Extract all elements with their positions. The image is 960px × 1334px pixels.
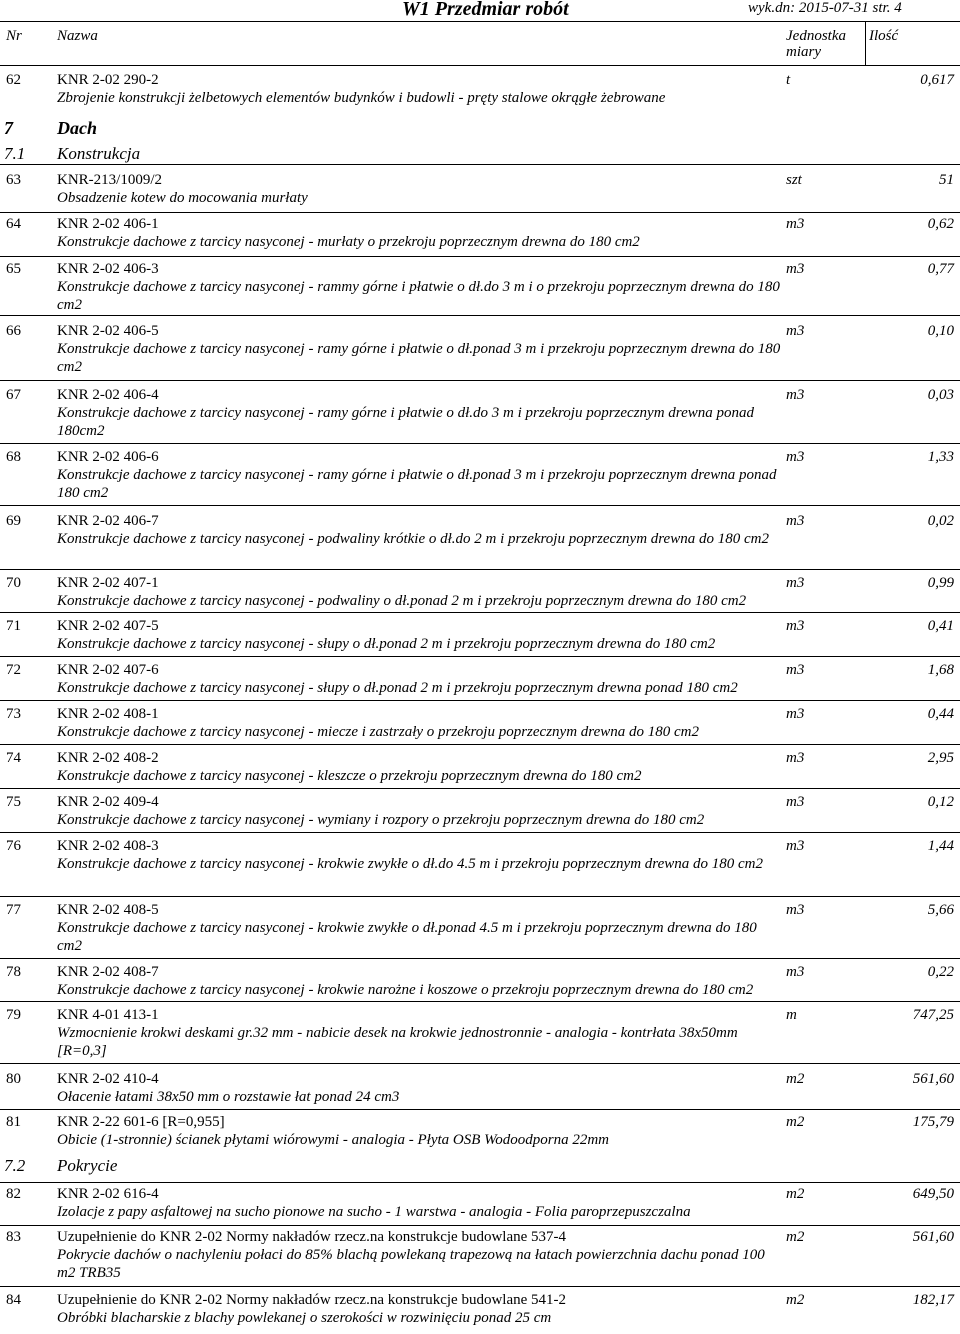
item-unit: m3: [786, 794, 805, 810]
item-quantity: 1,33: [927, 449, 954, 465]
column-header-qty: Ilość: [869, 28, 899, 44]
item-description: Wzmocnienie krokwi deskami gr.32 mm - nabicie desek na krokwie jednostronnie - analogia - kontrłata 38x50mm [R=0,3]: [57, 1025, 738, 1059]
item-number: 62: [6, 72, 21, 88]
item-quantity: 51: [939, 172, 954, 188]
item-description: Pokrycie dachów o nachyleniu połaci do 85% blachą powlekaną trapezową na łatach powierzchnia dachu ponad 100 m2 TRB35: [57, 1247, 765, 1281]
item-number: 68: [6, 449, 21, 465]
row-rule: [0, 1063, 960, 1064]
item-quantity: 1,44: [927, 838, 954, 854]
row-rule: [0, 256, 960, 257]
item-description: Konstrukcje dachowe z tarcicy nasyconej - murłaty o przekroju poprzecznym drewna do 180 cm2: [57, 234, 640, 250]
section-title: Dach: [57, 118, 97, 138]
section-rule: [0, 164, 960, 165]
item-unit: m3: [786, 323, 805, 339]
item-quantity: 5,66: [927, 902, 954, 918]
document-title: W1 Przedmiar robót: [402, 0, 569, 20]
row-rule: [0, 700, 960, 701]
section-number: 7: [4, 118, 13, 138]
item-number: 81: [6, 1114, 21, 1130]
item-description: Konstrukcje dachowe z tarcicy nasyconej - podwaliny krótkie o dł.do 2 m i przekroju poprzecznym drewna do 180 cm2: [57, 531, 769, 547]
item-quantity: 0,41: [927, 618, 954, 634]
item-quantity: 2,95: [927, 750, 954, 766]
item-quantity: 0,62: [927, 216, 954, 232]
item-number: 70: [6, 575, 21, 591]
item-quantity: 175,79: [912, 1114, 954, 1130]
row-rule: [0, 896, 960, 897]
item-quantity: 561,60: [912, 1229, 954, 1245]
item-number: 79: [6, 1007, 21, 1023]
item-number: 66: [6, 323, 21, 339]
item-quantity: 0,10: [927, 323, 954, 339]
item-unit: m3: [786, 750, 805, 766]
item-quantity: 747,25: [912, 1007, 954, 1023]
item-number: 72: [6, 662, 21, 678]
item-unit: m3: [786, 706, 805, 722]
item-description: Obsadzenie kotew do mocowania murłaty: [57, 190, 308, 206]
item-quantity: 0,44: [927, 706, 954, 722]
item-description: Konstrukcje dachowe z tarcicy nasyconej - kleszcze o przekroju poprzecznym drewna do 180 cm2: [57, 768, 642, 784]
row-rule: [0, 569, 960, 570]
section-title: Konstrukcja: [57, 144, 141, 163]
item-code: KNR 2-02 406-6: [57, 449, 159, 465]
item-code: KNR 2-02 409-4: [57, 794, 159, 810]
item-number: 83: [6, 1229, 21, 1245]
row-rule: [0, 832, 960, 833]
item-code: Uzupełnienie do KNR 2-02 Normy nakładów rzecz.na konstrukcje budowlane 537-4: [57, 1229, 567, 1245]
header-column-divider: [865, 21, 866, 65]
item-number: 65: [6, 261, 21, 277]
item-unit: m3: [786, 618, 805, 634]
item-unit: m3: [786, 575, 805, 591]
row-rule: [0, 380, 960, 381]
item-code: KNR 2-02 410-4: [57, 1071, 159, 1087]
item-unit: m3: [786, 449, 805, 465]
item-code: Uzupełnienie do KNR 2-02 Normy nakładów rzecz.na konstrukcje budowlane 541-2: [57, 1292, 567, 1308]
item-quantity: 561,60: [912, 1071, 954, 1087]
item-number: 75: [6, 794, 21, 810]
section-title: Pokrycie: [57, 1156, 118, 1175]
row-rule: [0, 612, 960, 613]
item-unit: m3: [786, 387, 805, 403]
item-unit: m: [786, 1007, 797, 1023]
item-unit: m2: [786, 1114, 805, 1130]
item-description: Konstrukcje dachowe z tarcicy nasyconej - słupy o dł.ponad 2 m i przekroju poprzecznym drewna do 180 cm2: [57, 636, 716, 652]
item-number: 69: [6, 513, 21, 529]
item-description: Izolacje z papy asfaltowej na sucho pionowe na sucho - 1 warstwa - analogia - Folia paroprzepuszczalna: [57, 1204, 691, 1220]
item-code: KNR 2-02 406-3: [57, 261, 159, 277]
item-number: 71: [6, 618, 21, 634]
item-quantity: 1,68: [927, 662, 954, 678]
row-rule: [0, 315, 960, 316]
item-code: KNR 2-02 616-4: [57, 1186, 159, 1202]
item-number: 76: [6, 838, 21, 854]
item-code: KNR 2-02 408-3: [57, 838, 159, 854]
item-unit: t: [786, 72, 791, 88]
item-number: 84: [6, 1292, 21, 1308]
item-unit: m2: [786, 1186, 805, 1202]
item-description: Konstrukcje dachowe z tarcicy nasyconej - podwaliny o dł.ponad 2 m i przekroju poprzecznym drewna do 180 cm2: [57, 593, 747, 609]
item-description: Konstrukcje dachowe z tarcicy nasyconej - miecze i zastrzały o przekroju poprzecznym drewna do 180 cm2: [57, 724, 699, 740]
item-code: KNR 2-02 406-7: [57, 513, 159, 529]
row-rule: [0, 1225, 960, 1226]
item-code: KNR 2-02 406-4: [57, 387, 159, 403]
item-description: Konstrukcje dachowe z tarcicy nasyconej - krokwie zwykłe o dł.ponad 4.5 m i przekroju poprzecznym drewna do 180 cm2: [57, 920, 757, 954]
item-code: KNR 2-02 407-6: [57, 662, 159, 678]
item-number: 67: [6, 387, 21, 403]
item-number: 80: [6, 1071, 21, 1087]
item-description: Obróbki blacharskie z blachy powlekanej o szerokości w rozwinięciu ponad 25 cm: [57, 1310, 552, 1326]
item-description: Konstrukcje dachowe z tarcicy nasyconej - ramy górne i płatwie o dł.ponad 3 m i przekroju poprzecznym drewna do 180 cm2: [57, 341, 781, 375]
row-rule: [0, 1001, 960, 1002]
section-number: 7.2: [4, 1156, 26, 1175]
item-number: 63: [6, 172, 21, 188]
item-code: KNR 2-02 408-7: [57, 964, 159, 980]
item-code: KNR 2-02 408-5: [57, 902, 159, 918]
item-description: Konstrukcje dachowe z tarcicy nasyconej - słupy o dł.ponad 2 m i przekroju poprzecznym drewna ponad 180 cm2: [57, 680, 738, 696]
item-number: 64: [6, 216, 21, 232]
section-number: 7.1: [4, 144, 26, 163]
item-description: Konstrukcje dachowe z tarcicy nasyconej - rammy górne i płatwie o dł.do 3 m i o przekroju poprzecznym drewna do 180 cm2: [57, 279, 780, 313]
item-code: KNR 2-02 406-5: [57, 323, 159, 339]
page-info: wyk.dn: 2015-07-31 str. 4: [748, 0, 902, 16]
item-unit: m3: [786, 838, 805, 854]
item-quantity: 0,02: [927, 513, 954, 529]
item-number: 74: [6, 750, 21, 766]
item-code: KNR 2-02 408-2: [57, 750, 159, 766]
item-description: Konstrukcje dachowe z tarcicy nasyconej - ramy górne i płatwie o dł.ponad 3 m i przekroju poprzecznym drewna ponad 180 cm2: [57, 467, 777, 501]
header-top-rule: [0, 21, 960, 22]
item-number: 77: [6, 902, 21, 918]
item-code: KNR 2-02 407-1: [57, 575, 159, 591]
item-unit: m2: [786, 1292, 805, 1308]
item-code: KNR 2-02 408-1: [57, 706, 159, 722]
item-code: KNR 4-01 413-1: [57, 1007, 159, 1023]
item-description: Zbrojenie konstrukcji żelbetowych elementów budynków i budowli - pręty stalowe okrągłe żebrowane: [57, 90, 666, 106]
item-quantity: 649,50: [912, 1186, 954, 1202]
item-description: Konstrukcje dachowe z tarcicy nasyconej - krokwie zwykłe o dł.do 4.5 m i przekroju poprzecznym drewna do 180 cm2: [57, 856, 763, 872]
item-quantity: 0,99: [927, 575, 954, 591]
item-description: Obicie (1-stronnie) ścianek płytami wiórowymi - analogia - Płyta OSB Wodoodporna 22mm: [57, 1132, 610, 1148]
item-code: KNR 2-22 601-6 [R=0,955]: [57, 1114, 225, 1130]
item-unit: m2: [786, 1229, 805, 1245]
item-quantity: 0,22: [927, 964, 954, 980]
item-number: 78: [6, 964, 21, 980]
row-rule: [0, 1109, 960, 1110]
item-unit: m3: [786, 662, 805, 678]
row-rule: [0, 505, 960, 506]
row-rule: [0, 212, 960, 213]
item-unit: m2: [786, 1071, 805, 1087]
item-code: KNR 2-02 407-5: [57, 618, 159, 634]
row-rule: [0, 656, 960, 657]
item-quantity: 0,03: [927, 387, 954, 403]
row-rule: [0, 958, 960, 959]
item-unit: m3: [786, 964, 805, 980]
item-unit: m3: [786, 261, 805, 277]
item-code: KNR-213/1009/2: [57, 172, 162, 188]
row-rule: [0, 744, 960, 745]
column-header-nr: Nr: [6, 28, 22, 44]
item-description: Ołacenie łatami 38x50 mm o rozstawie łat ponad 24 cm3: [57, 1089, 400, 1105]
item-number: 82: [6, 1186, 21, 1202]
column-header-unit: Jednostka: [786, 28, 846, 44]
item-quantity: 0,617: [920, 72, 954, 88]
item-quantity: 0,77: [927, 261, 954, 277]
column-header-name: Nazwa: [57, 28, 98, 44]
item-unit: m3: [786, 902, 805, 918]
column-header-unit-line2: miary: [786, 44, 821, 60]
item-code: KNR 2-02 406-1: [57, 216, 159, 232]
item-description: Konstrukcje dachowe z tarcicy nasyconej - ramy górne i płatwie o dł.do 3 m i przekroju poprzecznym drewna ponad 180cm2: [57, 405, 754, 439]
item-description: Konstrukcje dachowe z tarcicy nasyconej - krokwie narożne i koszowe o przekroju poprzecznym drewna do 180 cm2: [57, 982, 754, 998]
row-rule: [0, 1182, 960, 1183]
item-unit: m3: [786, 513, 805, 529]
item-quantity: 0,12: [927, 794, 954, 810]
item-quantity: 182,17: [912, 1292, 954, 1308]
row-rule: [0, 443, 960, 444]
header-bottom-rule: [0, 65, 960, 66]
item-unit: szt: [786, 172, 802, 188]
item-unit: m3: [786, 216, 805, 232]
item-number: 73: [6, 706, 21, 722]
item-code: KNR 2-02 290-2: [57, 72, 159, 88]
row-rule: [0, 1286, 960, 1287]
item-description: Konstrukcje dachowe z tarcicy nasyconej - wymiany i rozpory o przekroju poprzecznym drewna do 180 cm2: [57, 812, 705, 828]
row-rule: [0, 788, 960, 789]
